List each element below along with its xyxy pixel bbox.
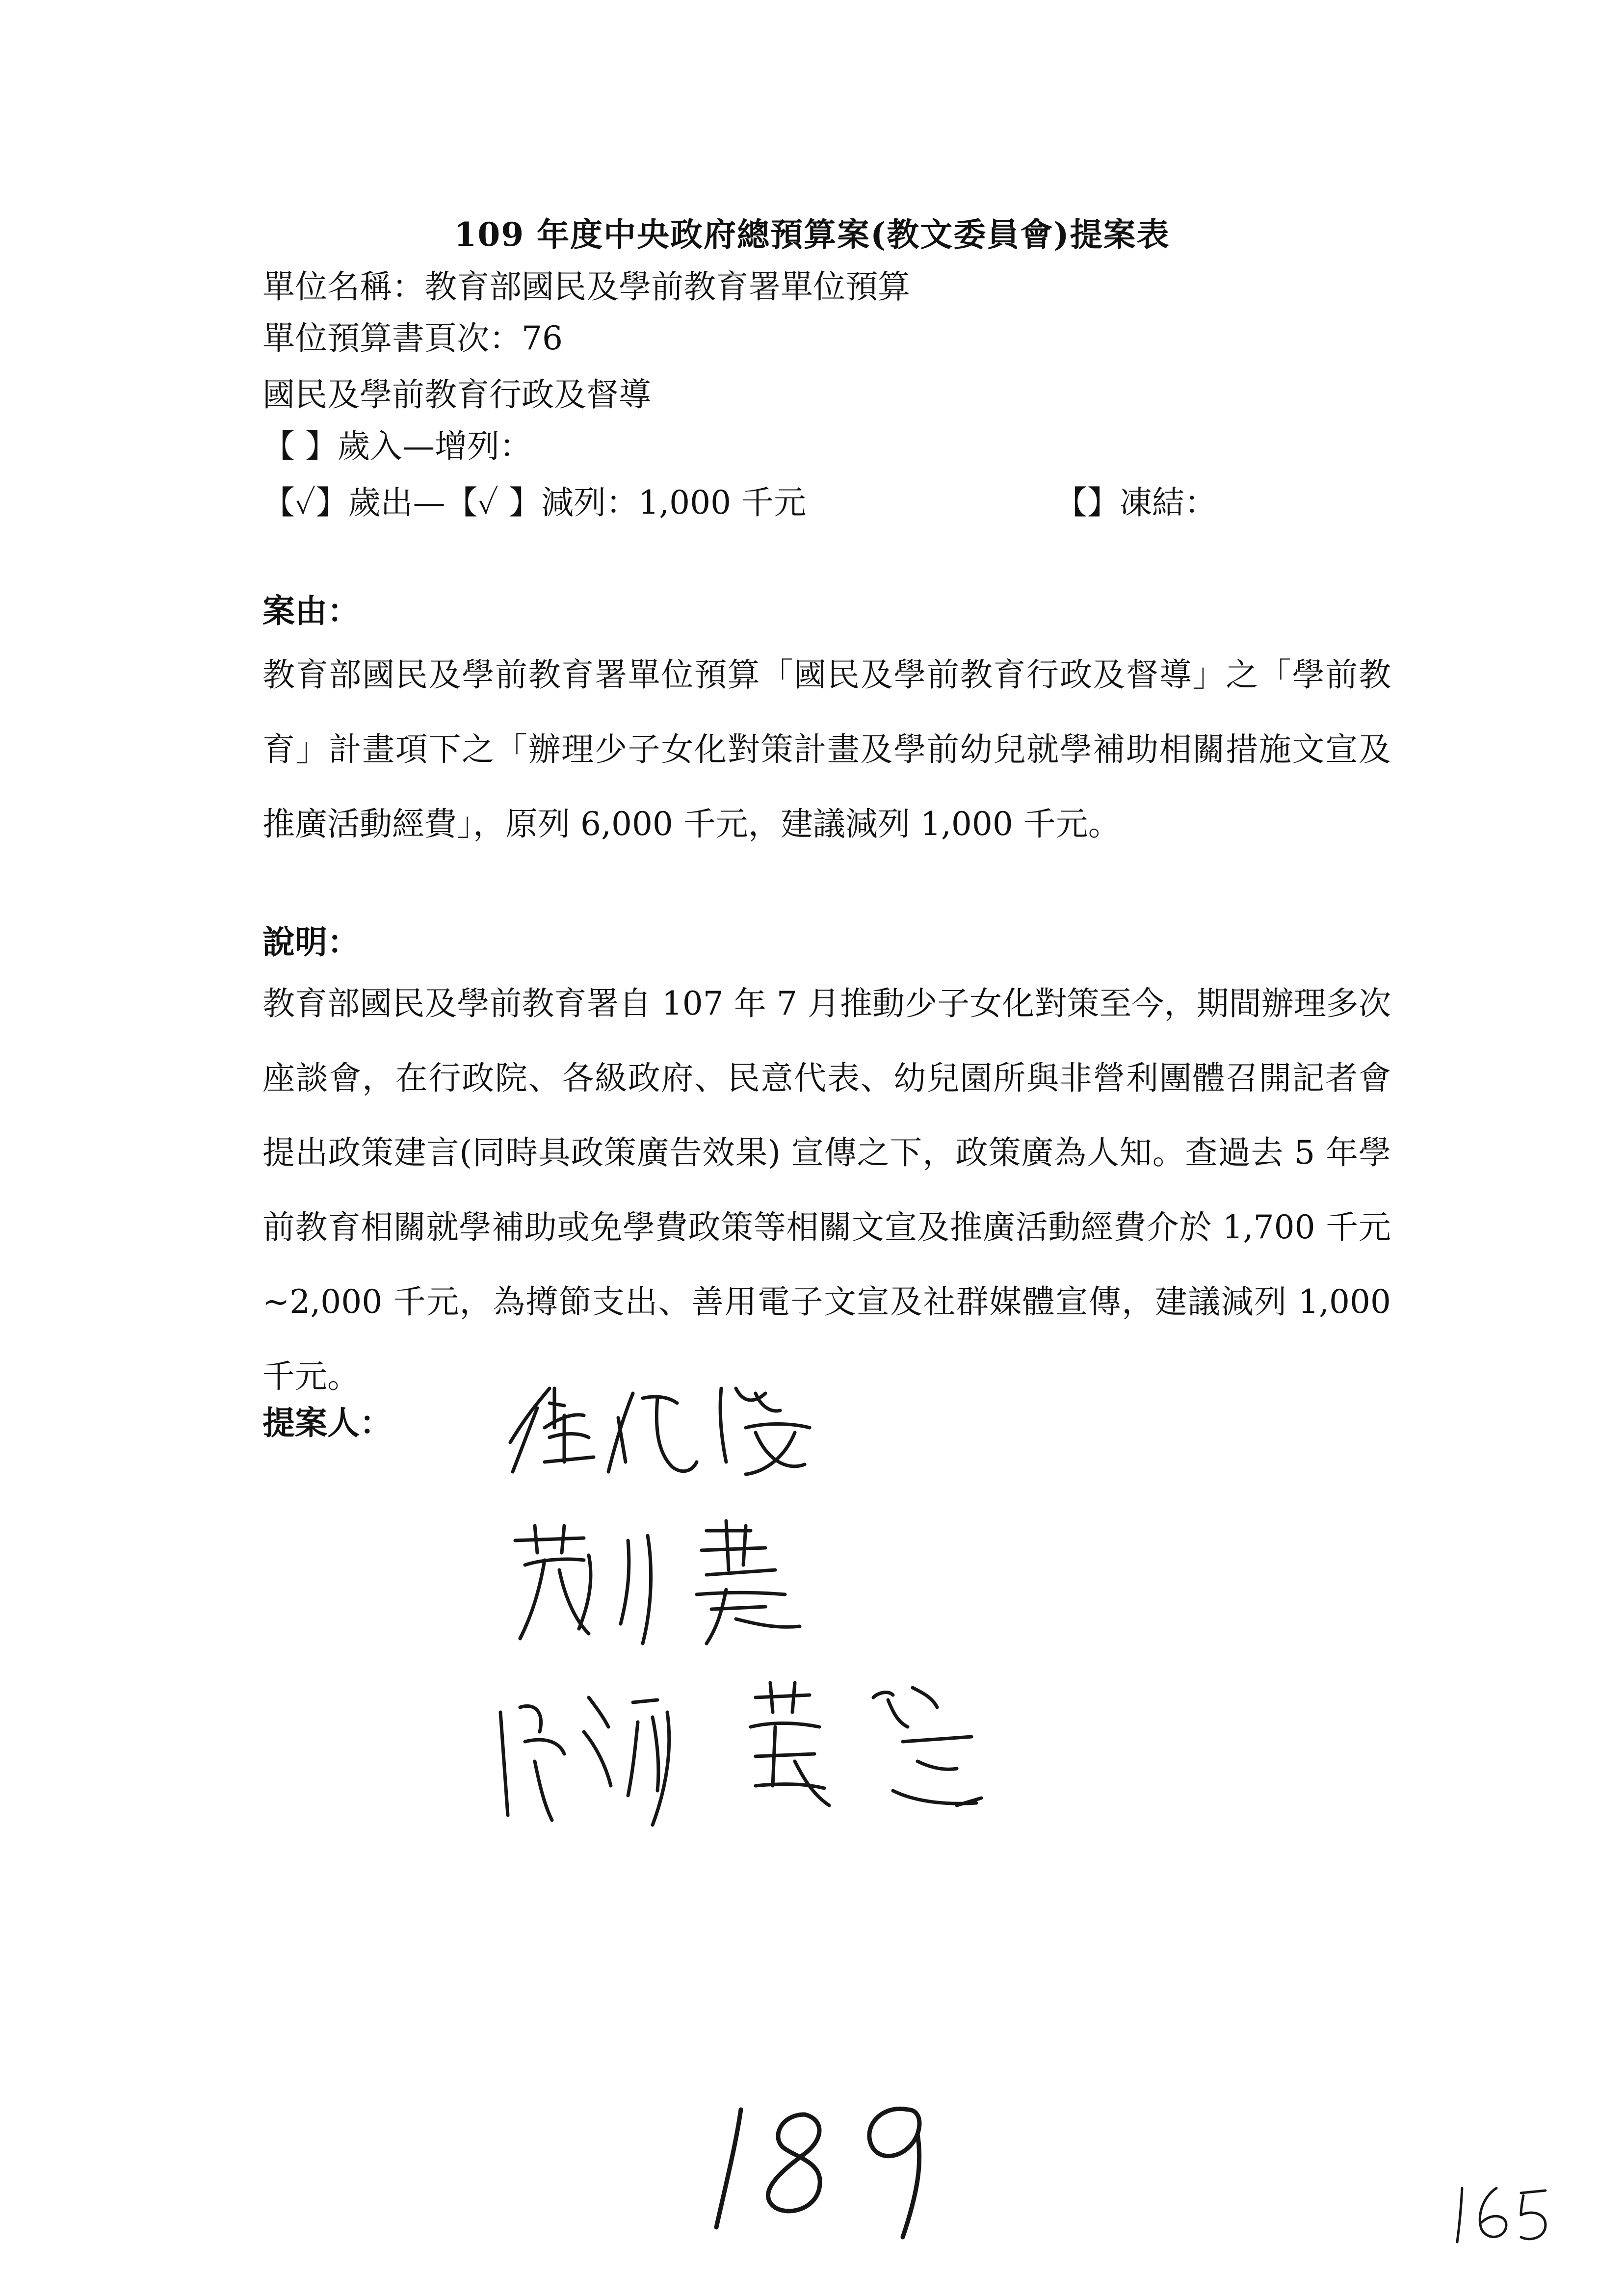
signature-3 [491,1668,1079,1835]
explanation-paragraph: 教育部國民及學前教育署自 107 年 7 月推動少子女化對策至今，期間辦理多次座談會，在行政院、各級政府、民意代表、幼兒園所與非營利團體召開記者會提出政策建言(同時具政策廣告效果) 宣傳之下，政策廣為人知。查過去 5 年學前教育相關就學補助或免學費政策等相關文宣及推廣活動經費介於 1,700 千元~2,000 千元，為撙節支出、善用電子文宣及社群媒體宣傳，建議減列 1,000 千元。 [262,985,1391,1395]
proposer-heading: 提案人： [262,1404,392,1442]
budget-page-reference: 單位預算書頁次：76 [262,319,563,357]
explanation-heading: 說明： [262,923,360,961]
document-title: 109 年度中央政府總預算案(教文委員會)提案表 [454,215,1170,254]
expenditure-checkbox-line: 【✓】歲出—【✓ 】減列：1,000 千元 [262,484,807,522]
signature-2 [491,1511,1079,1653]
signature-1 [491,1359,1079,1487]
revenue-checkbox-line: 【 】歲入—增列： [262,427,532,465]
reason-heading: 案由： [262,592,360,630]
freeze-checkbox-line: 【】凍結： [1055,484,1217,522]
unit-name: 單位名稱：教育部國民及學前教育署單位預算 [262,268,910,306]
handwritten-page-number-small [1447,2173,1555,2247]
handwritten-page-number [702,2080,976,2242]
program-name: 國民及學前教育行政及督導 [262,376,651,414]
reason-paragraph: 教育部國民及學前教育署單位預算「國民及學前教育行政及督導」之「學前教育」計畫項下之「辦理少子女化對策計畫及學前幼兒就學補助相關措施文宣及推廣活動經費」，原列 6,000 千元，建議減列 1,000 千元。 [262,656,1391,843]
